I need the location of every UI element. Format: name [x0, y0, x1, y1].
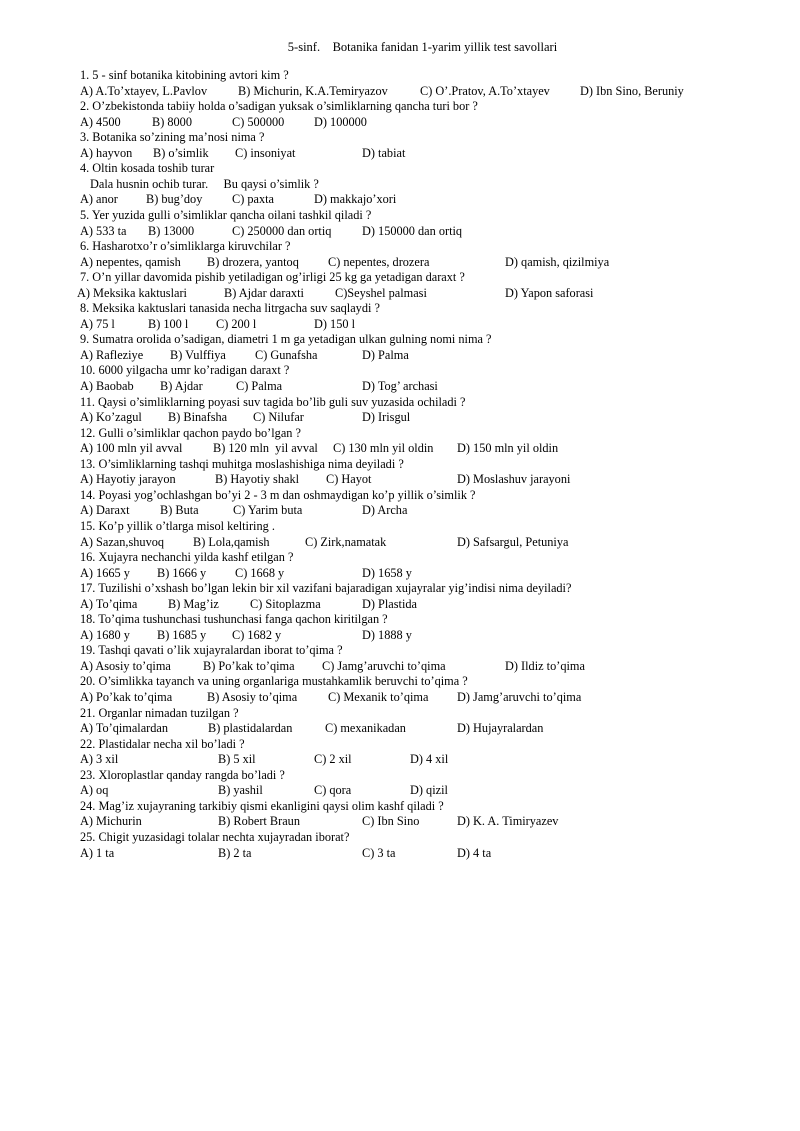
question-text: 8. Meksika kaktuslari tanasida necha litrgacha suv saqlaydi ? [80, 301, 380, 316]
option-d: D) Yapon saforasi [505, 285, 594, 300]
option-a: A) 3 xil [80, 752, 119, 767]
option-d: D) tabiat [362, 145, 406, 160]
option-d: D) 150 l [314, 316, 355, 331]
option-c: C) O’.Pratov, A.To’xtayev [420, 83, 550, 98]
question-text: 18. To’qima tushunchasi tushunchasi fanga qachon kiritilgan ? [80, 612, 388, 627]
option-b: B) 13000 [148, 223, 195, 238]
option-a: A) Baobab [80, 379, 134, 393]
option-b: B) plastidalardan [208, 721, 293, 736]
option-c: C) 200 l [216, 316, 257, 331]
option-d: D) Safsargul, Petuniya [457, 534, 569, 549]
option-c: C) 1682 y [232, 627, 282, 642]
option-d: D) Plastida [362, 596, 417, 611]
option-c: C) Nilufar [253, 410, 304, 425]
option-c: C)Seyshel palmasi [335, 285, 427, 300]
option-c: C) nepentes, drozera [328, 254, 430, 269]
option-b: B) Po’kak to’qima [203, 658, 295, 673]
option-d: D) Palma [362, 347, 409, 362]
question-text: 12. Gulli o’simliklar qachon paydo bo’lgan ? [80, 425, 301, 440]
option-d: D) qizil [410, 783, 448, 798]
option-a: A) nepentes, qamish [80, 254, 181, 269]
option-b: B) drozera, yantoq [207, 254, 299, 269]
option-b: B) 5 xil [218, 752, 256, 767]
page-title: 5-sinf. Botanika fanidan 1-yarim yillik test savollari [287, 40, 558, 54]
option-b: B) Robert Braun [218, 814, 300, 829]
option-c: C) 1668 y [235, 565, 285, 580]
option-d: D) Tog’ archasi [362, 379, 438, 393]
question-text: 11. Qaysi o’simliklarning poyasi suv tagida bo’lib guli suv yuzasida ochiladi ? [80, 394, 466, 409]
option-a: A) oq [80, 783, 109, 798]
question-text: 9. Sumatra orolida o’sadigan, diametri 1 m ga yetadigan ulkan gulning nomi nima ? [80, 332, 492, 347]
option-b: B) 1685 y [157, 627, 207, 642]
option-b: B) Binafsha [168, 410, 228, 425]
question-text: 23. Xloroplastlar qanday rangda bo’ladi ? [80, 767, 285, 782]
option-b: B) Ajdar daraxti [224, 285, 304, 300]
question-text: 13. O’simliklarning tashqi muhitga moslashishiga nima deyiladi ? [80, 456, 404, 471]
option-d: D) 1658 y [362, 565, 412, 580]
option-a: A) 75 l [80, 316, 115, 331]
option-a: A) To’qimalardan [80, 721, 169, 736]
option-b: B) Ajdar [160, 379, 203, 393]
option-a: A) Asosiy to’qima [80, 658, 171, 673]
question-text: 3. Botanika so’zining ma’nosi nima ? [80, 130, 265, 145]
option-d: D) 4 xil [410, 752, 449, 767]
option-c: C) 130 mln yil oldin [333, 441, 434, 456]
option-a: A) Hayotiy jarayon [80, 472, 176, 487]
option-d: D) K. A. Timiryazev [457, 814, 559, 829]
option-a: A) 1665 y [80, 565, 130, 580]
option-b: B) Michurin, K.A.Temiryazov [238, 83, 388, 98]
option-b: B) 2 ta [218, 845, 252, 860]
question-text: 16. Xujayra nechanchi yilda kashf etilgan ? [80, 550, 294, 565]
option-d: D) Archa [362, 503, 408, 518]
option-b: B) Vulffiya [170, 347, 226, 362]
question-text: 21. Organlar nimadan tuzilgan ? [80, 705, 239, 720]
question-text: 20. O’simlikka tayanch va uning organlariga mustahkamlik beruvchi to’qima ? [80, 674, 468, 689]
option-a: A) 100 mln yil avval [80, 441, 183, 456]
option-c: C) Zirk,namatak [305, 534, 387, 549]
question-text: 22. Plastidalar necha xil bo’ladi ? [80, 736, 245, 751]
question-text: 24. Mag’iz xujayraning tarkibiy qismi ekanligini qaysi olim kashf qiladi ? [80, 798, 444, 813]
option-d: D) Ildiz to’qima [505, 658, 585, 673]
option-b: B) yashil [218, 783, 263, 798]
option-d: D) makkajo’xori [314, 192, 397, 207]
option-c: C) Hayot [326, 472, 372, 487]
question-text: 10. 6000 yilgacha umr ko’radigan daraxt ? [80, 363, 290, 378]
option-c: C) 2 xil [314, 752, 352, 767]
question-text: 2. O’zbekistonda tabiiy holda o’sadigan yuksak o’simliklarning qancha turi bor ? [80, 99, 478, 114]
option-d: D) Irisgul [362, 410, 411, 425]
question-text: 6. Hasharotxo’r o’simliklarga kiruvchilar ? [80, 239, 291, 254]
question-text: 4. Oltin kosada toshib turar [80, 161, 215, 176]
question-text: 19. Tashqi qavati o’lik xujayralardan iborat to’qima ? [80, 643, 343, 658]
option-a: A) Sazan,shuvoq [80, 534, 165, 549]
option-a: A) A.To’xtayev, L.Pavlov [80, 83, 208, 98]
option-c: C) qora [314, 783, 352, 798]
option-c: C) Sitoplazma [250, 596, 321, 611]
option-b: B) 8000 [152, 114, 192, 129]
option-a: A) Rafleziye [80, 347, 144, 362]
option-a: A) Michurin [80, 814, 142, 829]
option-c: C) Ibn Sino [362, 814, 420, 829]
option-a: A) Ko’zagul [80, 410, 142, 425]
option-b: B) Hayotiy shakl [215, 472, 300, 487]
option-c: C) paxta [232, 192, 275, 207]
option-d: D) Hujayralardan [457, 721, 544, 736]
option-a: A) 1680 y [80, 627, 130, 642]
option-c: C) Yarim buta [233, 503, 303, 518]
option-d: D) Ibn Sino, Beruniy [580, 83, 684, 98]
option-a: A) Meksika kaktuslari [77, 285, 187, 300]
option-d: D) 150000 dan ortiq [362, 223, 463, 238]
question-text: 15. Ko’p yillik o’tlarga misol keltiring . [80, 518, 275, 533]
option-c: C) Mexanik to’qima [328, 690, 429, 704]
option-b: B) 100 l [148, 316, 189, 331]
question-text: 17. Tuzilishi o’xshash bo’lgan lekin bir xil vazifani bajaradigan xujayralar yig’indisi nima deyiladi? [80, 581, 572, 596]
option-d: D) 4 ta [457, 845, 492, 860]
question-text-continued: Dala husnin ochib turar. Bu qaysi o’simlik ? [90, 176, 319, 191]
option-c: C) Palma [236, 379, 283, 393]
option-d: D) Jamg’aruvchi to’qima [457, 690, 582, 704]
option-b: B) o’simlik [153, 145, 209, 160]
option-b: B) Buta [160, 503, 199, 518]
question-text: 25. Chigit yuzasidagi tolalar nechta xujayradan iborat? [80, 829, 350, 844]
option-a: A) anor [80, 192, 118, 207]
option-b: B) 1666 y [157, 565, 207, 580]
option-a: A) hayvon [80, 145, 133, 160]
option-b: B) 120 mln yil avval [213, 441, 318, 456]
option-d: D) Moslashuv jarayoni [457, 472, 571, 487]
option-c: C) 3 ta [362, 845, 396, 860]
question-text: 1. 5 - sinf botanika kitobining avtori kim ? [80, 68, 289, 82]
option-a: A) 4500 [80, 114, 121, 129]
option-a: A) Daraxt [80, 503, 130, 518]
option-c: C) Gunafsha [255, 347, 318, 362]
option-a: A) 533 ta [80, 223, 127, 238]
option-b: B) bug’doy [146, 192, 203, 207]
option-c: C) 250000 dan ortiq [232, 223, 332, 238]
option-b: B) Lola,qamish [193, 534, 270, 549]
option-d: D) qamish, qizilmiya [505, 254, 610, 269]
option-a: A) Po’kak to’qima [80, 690, 173, 704]
option-c: C) mexanikadan [325, 721, 406, 736]
question-text: 7. O’n yillar davomida pishib yetiladigan og’irligi 25 kg ga yetadigan daraxt ? [80, 270, 465, 285]
option-b: B) Asosiy to’qima [207, 690, 298, 704]
question-text: 5. Yer yuzida gulli o’simliklar qancha oilani tashkil qiladi ? [80, 207, 372, 222]
question-text: 14. Poyasi yog’ochlashgan bo’yi 2 - 3 m dan oshmaydigan ko’p yillik o’simlik ? [80, 487, 476, 502]
option-a: A) To’qima [80, 596, 138, 611]
option-c: C) insoniyat [235, 145, 296, 160]
option-d: D) 1888 y [362, 627, 412, 642]
option-c: C) Jamg’aruvchi to’qima [322, 658, 446, 673]
option-d: D) 100000 [314, 114, 367, 129]
option-a: A) 1 ta [80, 845, 115, 860]
option-b: B) Mag’iz [168, 596, 219, 611]
option-d: D) 150 mln yil oldin [457, 441, 559, 456]
option-c: C) 500000 [232, 114, 285, 129]
